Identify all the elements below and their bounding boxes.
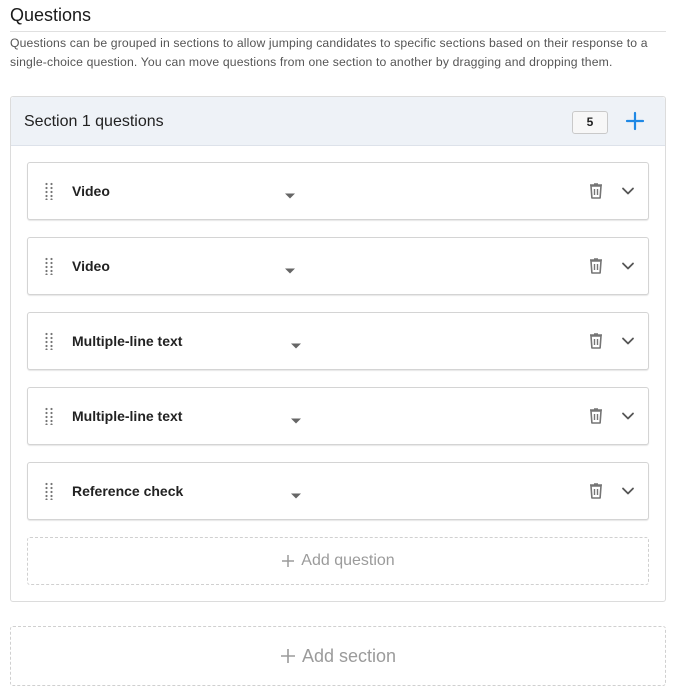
delete-question-button[interactable] xyxy=(586,181,606,201)
title-divider xyxy=(10,31,666,32)
page-description: Questions can be grouped in sections to allow jumping candidates to specific sections based on their response to a single-choice question. You can move questions from one section to another by dragging and dropping them. xyxy=(10,36,648,69)
drag-handle-icon[interactable] xyxy=(44,257,54,275)
drag-handle-icon[interactable] xyxy=(44,182,54,200)
section-panel xyxy=(10,96,666,602)
question-type-label: Multiple-line text xyxy=(72,408,183,424)
expand-question-button[interactable] xyxy=(619,332,637,350)
add-question-button[interactable] xyxy=(27,537,649,585)
question-card[interactable] xyxy=(27,162,649,220)
plus-icon xyxy=(280,648,296,664)
question-type-label: Video xyxy=(72,258,110,274)
chevron-down-icon xyxy=(619,257,637,275)
expand-question-button[interactable] xyxy=(619,482,637,500)
delete-question-button[interactable] xyxy=(586,406,606,426)
add-question-label: Add question xyxy=(301,552,395,569)
chevron-down-icon xyxy=(619,407,637,425)
caret-down-icon[interactable] xyxy=(290,412,302,420)
plus-icon xyxy=(281,554,295,568)
question-card[interactable] xyxy=(27,462,649,520)
add-section-button[interactable] xyxy=(10,626,666,686)
trash-icon xyxy=(586,256,606,276)
delete-question-button[interactable] xyxy=(586,331,606,351)
section-header xyxy=(11,97,665,146)
delete-question-button[interactable] xyxy=(586,481,606,501)
caret-down-icon[interactable] xyxy=(284,187,296,195)
expand-question-button[interactable] xyxy=(619,182,637,200)
delete-question-button[interactable] xyxy=(586,256,606,276)
add-section-label: Add section xyxy=(301,645,397,666)
plus-icon xyxy=(623,109,647,133)
drag-handle-icon[interactable] xyxy=(44,482,54,500)
expand-question-button[interactable] xyxy=(619,257,637,275)
question-card[interactable] xyxy=(27,237,649,295)
question-card[interactable] xyxy=(27,387,649,445)
add-question-plus-button[interactable] xyxy=(623,109,647,133)
drag-handle-icon[interactable] xyxy=(44,332,54,350)
caret-down-icon[interactable] xyxy=(284,262,296,270)
trash-icon xyxy=(586,181,606,201)
page-title: Questions xyxy=(10,5,92,25)
question-type-label: Video xyxy=(72,183,110,199)
chevron-down-icon xyxy=(619,482,637,500)
question-card[interactable] xyxy=(27,312,649,370)
caret-down-icon[interactable] xyxy=(290,337,302,345)
trash-icon xyxy=(586,331,606,351)
question-type-label: Reference check xyxy=(72,483,184,499)
chevron-down-icon xyxy=(619,182,637,200)
question-type-label: Multiple-line text xyxy=(72,333,183,349)
caret-down-icon[interactable] xyxy=(290,487,302,495)
trash-icon xyxy=(586,481,606,501)
chevron-down-icon xyxy=(619,332,637,350)
expand-question-button[interactable] xyxy=(619,407,637,425)
drag-handle-icon[interactable] xyxy=(44,407,54,425)
question-count-badge: 5 xyxy=(572,111,608,134)
section-title: Section 1 questions xyxy=(24,113,164,130)
trash-icon xyxy=(586,406,606,426)
